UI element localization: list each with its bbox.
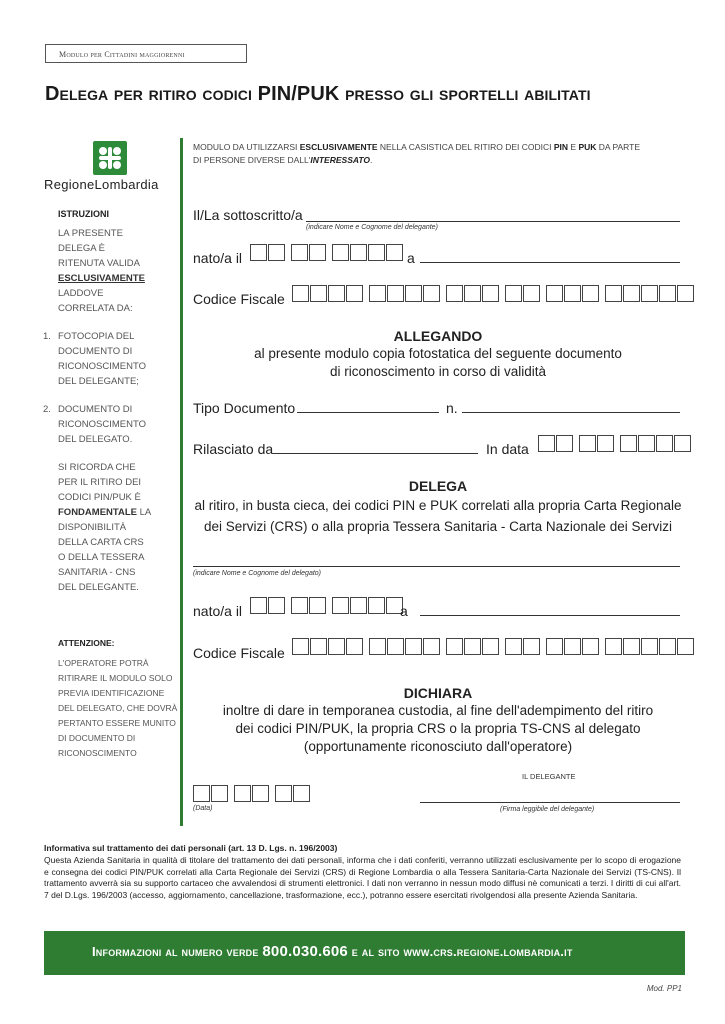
informativa-title: Informativa sul trattamento dei dati personali (art. 13 D. Lgs. n. 196/2003) bbox=[44, 843, 338, 853]
form-type-tag: Modulo per Cittadini maggiorenni bbox=[45, 44, 247, 63]
istruzioni-heading: ISTRUZIONI bbox=[58, 209, 109, 219]
rilasciato-field[interactable] bbox=[273, 453, 478, 454]
informativa-text: Questa Azienda Sanitaria in qualità di titolare del trattamento dei dati personali, informa che i dati conferiti, verranno utilizzati esclusivamente per lo scopo di erogazione e consegna dei codici PIN/PUK correlati alla Carta Regionale dei Servizi (CRS) di Regione Lombardia o alla Tessera Sanitaria-Carta Nazionale dei Servizi (TS-CNS). Il trattamento avverrà sia su supporto cartaceo che avvalendosi di strumenti elettronici. I dati non verranno in nessun modo diffusi nè comunicati a terzi. I diritti di cui all'art. 7 del D.Lgs. 196/2003 (accesso, aggiornamento, cancellazione, trasformazione, ecc.), potranno essere esercitati rivolgendosi alla presente Azienda Sanitaria. bbox=[44, 855, 681, 900]
birthplace2-label: a bbox=[400, 603, 408, 619]
banner-mid: e al sito bbox=[347, 944, 404, 959]
nato2-label: nato/a il bbox=[193, 603, 243, 619]
delegante-name-hint: (indicare Nome e Cognome del delegante) bbox=[306, 224, 438, 231]
numero-documento-field[interactable] bbox=[462, 412, 680, 413]
list-item-2: DOCUMENTO DI RICONOSCIMENTO DEL DELEGATO. bbox=[58, 404, 146, 445]
green-divider bbox=[180, 138, 183, 826]
codice-fiscale-label: Codice Fiscale bbox=[193, 291, 285, 307]
nato-label: nato/a il bbox=[193, 250, 243, 266]
istruzioni-text: LA PRESENTE DELEGA È RITENUTA VALIDA ESCLUSIVAMENTE LADDOVE CORRELATA DA: bbox=[58, 228, 145, 314]
logo-name: RegioneLombardia bbox=[44, 177, 159, 192]
codice-fiscale-boxes[interactable] bbox=[292, 285, 695, 302]
delega-heading: DELEGA bbox=[408, 478, 468, 494]
list-number-2: 2. bbox=[43, 404, 51, 415]
in-data-label: In data bbox=[486, 441, 529, 457]
birthplace-label: a bbox=[407, 250, 415, 266]
delegato-codice-fiscale-boxes[interactable] bbox=[292, 638, 695, 655]
delegato-birthplace-field[interactable] bbox=[420, 615, 680, 616]
signature-field[interactable] bbox=[420, 802, 680, 803]
firma-hint: (Firma leggibile del delegante) bbox=[500, 806, 595, 813]
delega-text: al ritiro, in busta cieca, dei codici PIN e PUK correlati alla propria Carta Regionale dei Servizi (CRS) o alla propria Tessera Sanitaria - Carta Nazionale dei Servizi bbox=[194, 498, 682, 534]
intro-note: MODULO DA UTILIZZARSI ESCLUSIVAMENTE NELLA CASISTICA DEL RITIRO DEI CODICI PIN E PUK DA PARTE DI PERSONE DIVERSE DALL'INTERESSATO. bbox=[193, 142, 641, 165]
banner-site-link[interactable]: www.crs.regione.lombardia.it bbox=[403, 944, 573, 959]
delegato-birth-date-boxes[interactable] bbox=[250, 597, 404, 614]
birth-date-boxes[interactable] bbox=[250, 244, 404, 261]
delegato-name-hint: (indicare Nome e Cognome del delegato) bbox=[193, 570, 322, 577]
banner-phone: 800.030.606 bbox=[262, 943, 348, 960]
birthplace-field[interactable] bbox=[420, 262, 680, 263]
banner-pre: Informazioni al numero verde bbox=[92, 944, 263, 959]
allegando-heading: ALLEGANDO bbox=[393, 328, 483, 344]
info-banner bbox=[44, 931, 685, 975]
module-code: Mod. PP1 bbox=[646, 984, 682, 993]
rosa-camuna-logo-icon bbox=[93, 141, 127, 175]
rilasciato-label: Rilasciato da bbox=[193, 441, 274, 457]
delegato-name-field[interactable] bbox=[193, 566, 680, 567]
data-hint: (Data) bbox=[193, 805, 213, 812]
il-delegante-label: IL DELEGANTE bbox=[522, 772, 576, 781]
dichiara-text: inoltre di dare in temporanea custodia, al fine dell'adempimento del ritiro dei codici PIN/PUK, la propria CRS o la propria TS-CNS al delegato (opportunamente riconosciuto dall'operatore) bbox=[222, 703, 654, 754]
allegando-text: al presente modulo copia fotostatica del seguente documento di riconoscimento in corso di validità bbox=[254, 346, 622, 379]
attenzione-heading: ATTENZIONE: bbox=[58, 638, 115, 648]
delegante-name-field[interactable] bbox=[306, 221, 680, 222]
reminder-text: SI RICORDA CHE PER IL RITIRO DEI CODICI PIN/PUK È FONDAMENTALE LA DISPONIBILITÀ DELLA CARTA CRS O DELLA TESSERA SANITARIA - CNS DEL DELEGANTE. bbox=[58, 462, 152, 593]
tipo-documento-field[interactable] bbox=[297, 412, 439, 413]
dichiara-heading: DICHIARA bbox=[403, 685, 473, 701]
page-title: Delega per ritiro codici PIN/PUK presso gli sportelli abilitati bbox=[45, 83, 591, 105]
list-number-1: 1. bbox=[43, 331, 51, 342]
signature-date-boxes[interactable] bbox=[193, 785, 311, 802]
numero-label: n. bbox=[446, 400, 458, 416]
attenzione-text: L'OPERATORE POTRÀ RITIRARE IL MODULO SOLO PREVIA IDENTIFICAZIONE DEL DELEGATO, CHE DOVRÀ PERTANTO ESSERE MUNITO DI DOCUMENTO DI RICONOSCIMENTO bbox=[58, 658, 178, 758]
sottoscritto-label: Il/La sottoscritto/a bbox=[193, 207, 303, 223]
codice-fiscale2-label: Codice Fiscale bbox=[193, 645, 285, 661]
issue-date-boxes[interactable] bbox=[538, 435, 692, 452]
list-item-1: FOTOCOPIA DEL DOCUMENTO DI RICONOSCIMENTO DEL DELEGANTE; bbox=[58, 331, 146, 387]
tipo-documento-label: Tipo Documento bbox=[193, 400, 296, 416]
